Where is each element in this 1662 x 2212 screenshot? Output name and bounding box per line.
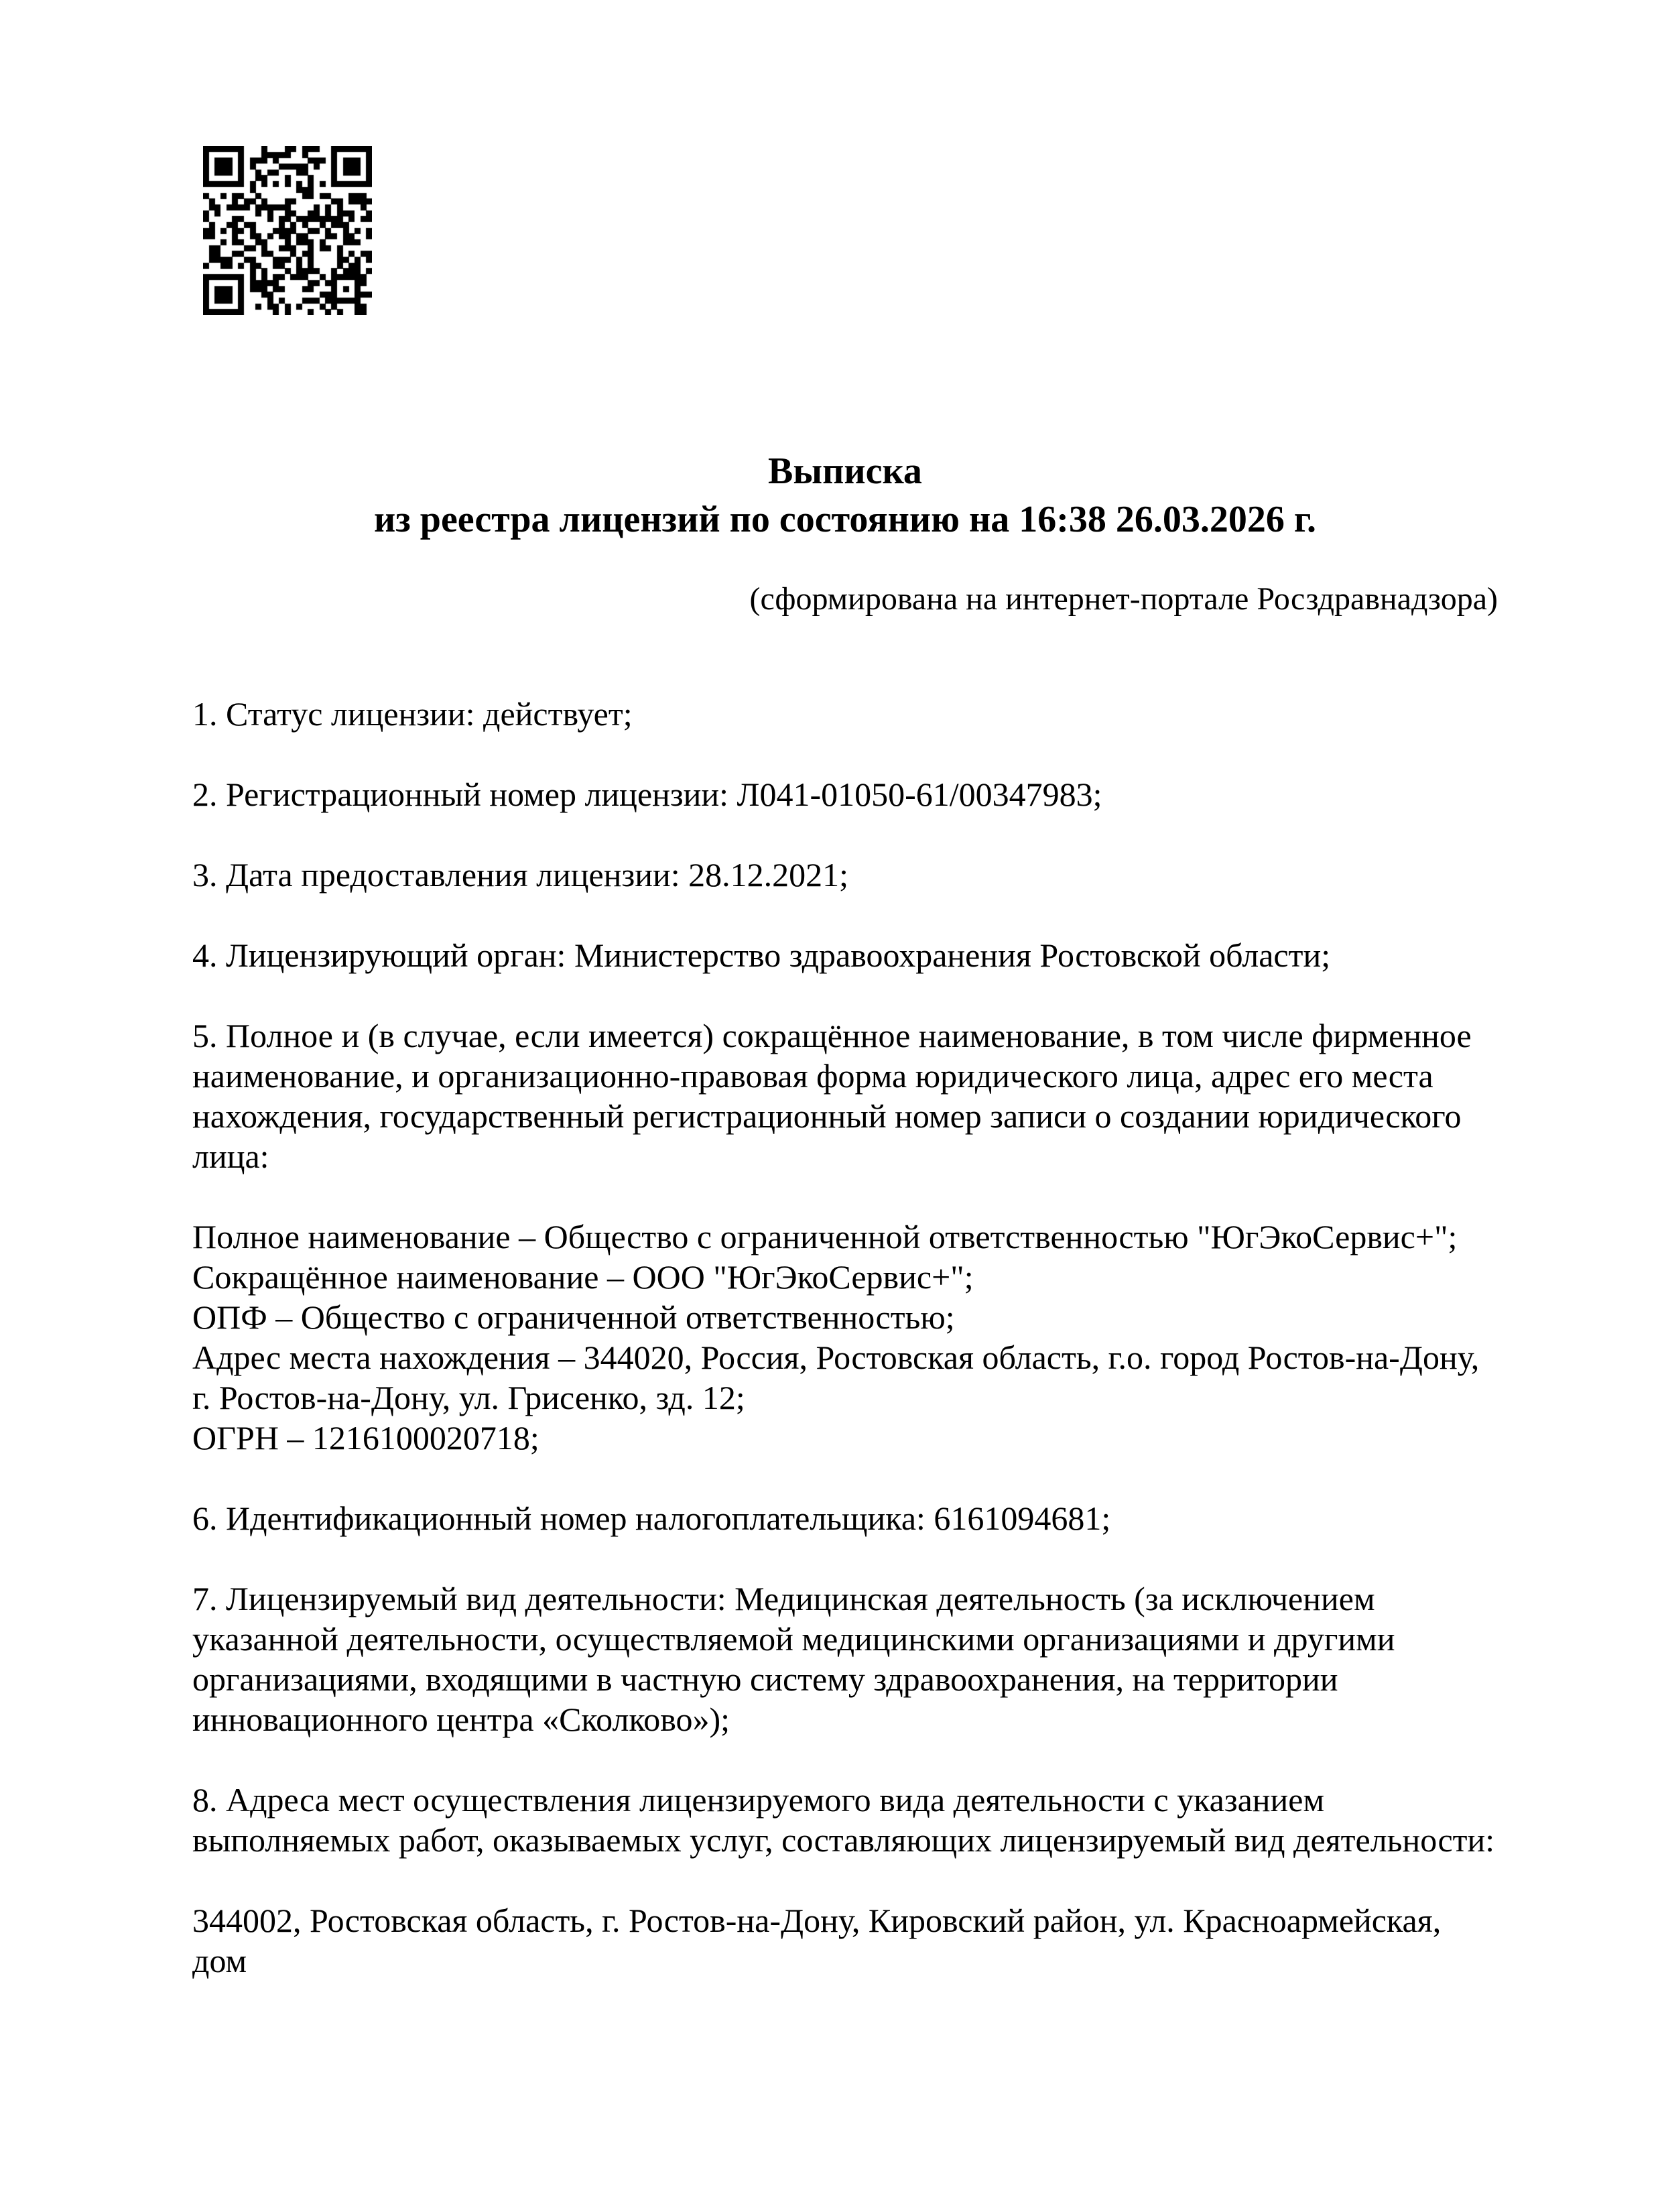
document-title-line2: из реестра лицензий по состоянию на 16:38 26.03.2026 г. <box>374 499 1316 540</box>
paragraph-opf: ОПФ – Общество с ограниченной ответственностью; <box>192 1298 955 1336</box>
document-title-line1: Выписка <box>768 450 922 492</box>
paragraph-item-4-authority: 4. Лицензирующий орган: Министерство здравоохранения Ростовской области; <box>192 936 1331 974</box>
paragraph-item-3-grant-date: 3. Дата предоставления лицензии: 28.12.2021; <box>192 856 849 894</box>
paragraph-item-1-status: 1. Статус лицензии: действует; <box>192 695 633 733</box>
paragraph-item-6-inn: 6. Идентификационный номер налогоплательщика: 6161094681; <box>192 1499 1111 1537</box>
paragraph-item-2-reg-number: 2. Регистрационный номер лицензии: Л041-01050-61/00347983; <box>192 776 1102 813</box>
paragraph-ogrn: ОГРН – 1216100020718; <box>192 1419 539 1457</box>
document-subtitle: (сформирована на интернет-портале Росздравнадзора) <box>749 581 1498 617</box>
paragraph-short-name: Сокращённое наименование – ООО "ЮгЭкоСервис+"; <box>192 1258 974 1296</box>
document-title <box>192 447 1498 544</box>
paragraph-item-8-addresses-intro: 8. Адреса мест осуществления лицензируемого вида деятельности с указанием выполняемых работ, оказываемых услуг, составляющих лицензируемый вид деятельности: <box>192 1781 1495 1859</box>
paragraph-activity-address: 344002, Ростовская область, г. Ростов-на-Дону, Кировский район, ул. Красноармейская, дом <box>192 1902 1442 1979</box>
paragraph-full-name: Полное наименование – Общество с ограниченной ответственностью "ЮгЭкоСервис+"; <box>192 1218 1458 1255</box>
paragraph-location-address: Адрес места нахождения – 344020, Россия, Ростовская область, г.о. город Ростов-на-Дону, г. Ростов-на-Дону, ул. Грисенко, зд. 12; <box>192 1339 1480 1416</box>
document-content <box>192 0 1498 1981</box>
paragraph-item-5-names-intro: 5. Полное и (в случае, если имеется) сокращённое наименование, в том числе фирменное наименование, и организационно-правовая форма юридического лица, адрес его места нахождения, государственный регистрационный номер записи о создании юридического лица: <box>192 1017 1472 1175</box>
paragraph-item-7-activity: 7. Лицензируемый вид деятельности: Медицинская деятельность (за исключением указанной деятельности, осуществляемой медицинскими организациями и другими организациями, входящими в частную систему здравоохранения, на территории инновационного центра «Сколково»); <box>192 1580 1395 1738</box>
